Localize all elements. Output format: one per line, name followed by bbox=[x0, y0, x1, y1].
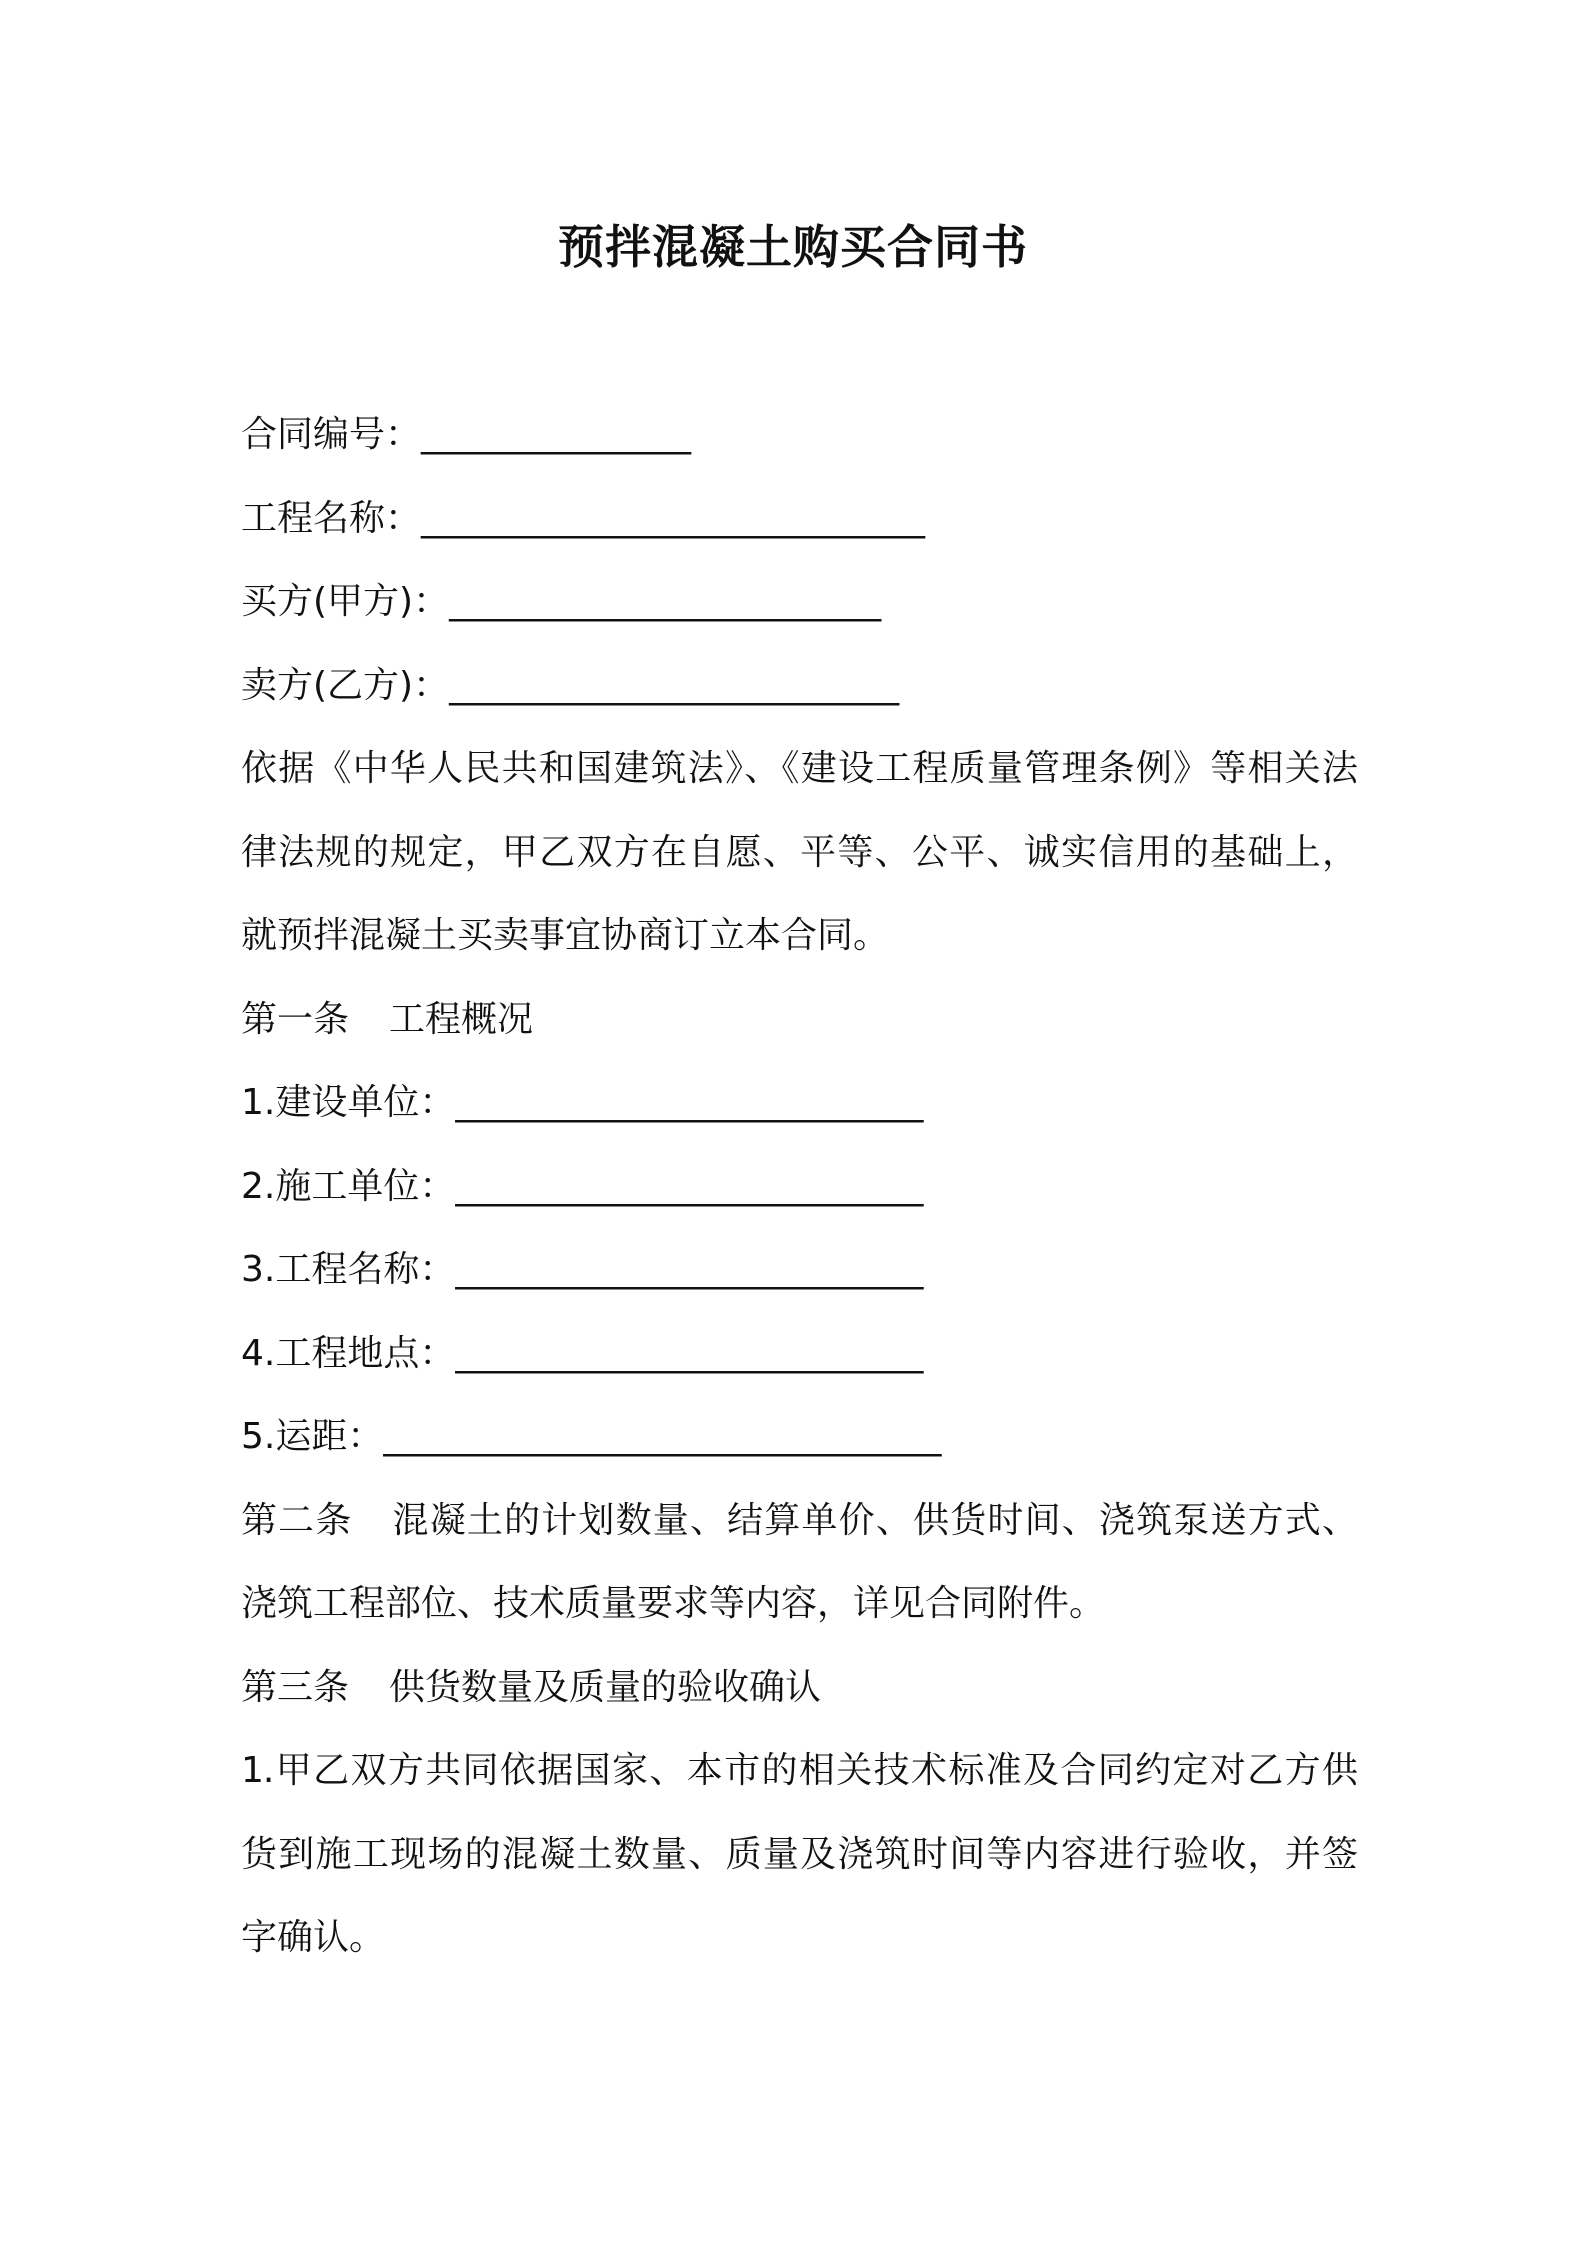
field-label: 工程名称： bbox=[241, 497, 422, 539]
fill-in-blank: ____________________________ bbox=[421, 497, 926, 539]
clause-number: 第二条 bbox=[241, 1499, 353, 1541]
clause-paragraph-line: 1.甲乙双方共同依据国家、本市的相关技术标准及合同约定对乙方供 bbox=[241, 1750, 1357, 1791]
clause-heading bbox=[241, 1646, 1357, 1730]
contract-number-field bbox=[241, 393, 1357, 477]
field-label: 卖方(乙方)： bbox=[241, 664, 450, 706]
project-name-field bbox=[241, 477, 1357, 561]
clause-paragraph-line: 字确认。 bbox=[241, 1917, 386, 1958]
field-label: 5.运距： bbox=[241, 1416, 384, 1457]
clause-item bbox=[241, 1061, 1357, 1145]
clause-paragraph-line: 货到施工现场的混凝土数量、质量及浇筑时间等内容进行验收，并签 bbox=[241, 1833, 1357, 1875]
clause-text: 混凝土的计划数量、结算单价、供货时间、浇筑泵送方式、 bbox=[392, 1499, 1357, 1541]
clause-item bbox=[241, 1145, 1357, 1229]
fill-in-blank: _______________ bbox=[421, 414, 692, 455]
fill-in-blank: __________________________ bbox=[455, 1082, 924, 1123]
clause-title: 工程概况 bbox=[389, 998, 534, 1040]
clause-title: 供货数量及质量的验收确认 bbox=[389, 1666, 822, 1708]
field-label: 2.施工单位： bbox=[241, 1165, 456, 1207]
field-label: 3.工程名称： bbox=[241, 1249, 456, 1290]
buyer-field bbox=[241, 560, 1357, 644]
fill-in-blank: __________________________ bbox=[455, 1249, 924, 1290]
field-label: 4.工程地点： bbox=[241, 1332, 456, 1374]
clause-paragraph-line bbox=[241, 1479, 1357, 1563]
fill-in-blank: ________________________ bbox=[449, 581, 882, 622]
intro-paragraph-line: 就预拌混凝土买卖事宜协商订立本合同。 bbox=[241, 915, 890, 956]
intro-paragraph-line: 依据《中华人民共和国建筑法》、《建设工程质量管理条例》等相关法 bbox=[241, 748, 1357, 789]
fill-in-blank: __________________________ bbox=[455, 1165, 924, 1207]
field-label: 合同编号： bbox=[241, 414, 422, 455]
clause-item bbox=[241, 1228, 1357, 1312]
document-title: 预拌混凝土购买合同书 bbox=[558, 220, 1028, 274]
seller-field bbox=[241, 644, 1357, 728]
fill-in-blank: _________________________ bbox=[449, 664, 900, 706]
clause-item bbox=[241, 1312, 1357, 1396]
clause-number: 第三条 bbox=[241, 1666, 350, 1708]
fill-in-blank: __________________________ bbox=[455, 1332, 924, 1374]
document-body bbox=[241, 393, 1357, 1980]
fill-in-blank: _______________________________ bbox=[383, 1416, 942, 1457]
clause-number: 第一条 bbox=[241, 998, 350, 1040]
intro-paragraph-line: 律法规的规定，甲乙双方在自愿、平等、公平、诚实信用的基础上， bbox=[241, 831, 1357, 873]
field-label: 1.建设单位： bbox=[241, 1082, 456, 1123]
clause-paragraph-line: 浇筑工程部位、技术质量要求等内容，详见合同附件。 bbox=[241, 1583, 1106, 1624]
field-label: 买方(甲方)： bbox=[241, 581, 450, 622]
clause-heading bbox=[241, 978, 1357, 1062]
clause-item bbox=[241, 1395, 1357, 1479]
